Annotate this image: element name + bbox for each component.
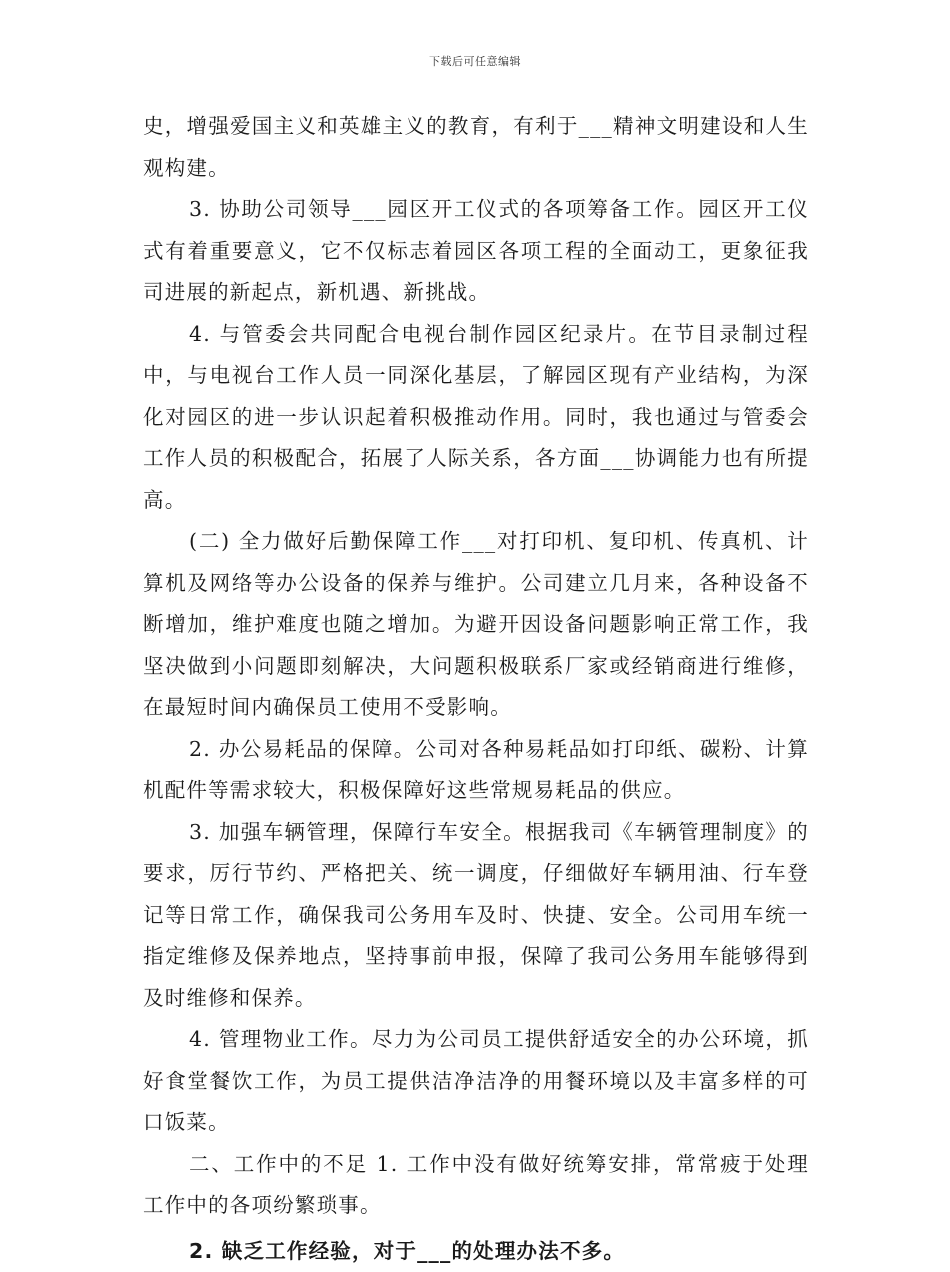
document-body bbox=[143, 106, 809, 1272]
paragraph-section-logistics: (二) 全力做好后勤保障工作___对打印机、复印机、传真机、计算机及网络等办公设备的保养与维护。公司建立几月来，各种设备不断增加，维护难度也随之增加。为避开因设备问题影响正常工作，我坚决做到小问题即刻解决，大问题积极联系厂家或经销商进行维修，在最短时间内确保员工使用不受影响。 bbox=[143, 521, 809, 729]
paragraph-item-3-ceremony: 3. 协助公司领导___园区开工仪式的各项筹备工作。园区开工仪式有着重要意义，它不仅标志着园区各项工程的全面动工，更象征我司进展的新起点，新机遇、新挑战。 bbox=[143, 189, 809, 314]
paragraph-item-4-documentary: 4. 与管委会共同配合电视台制作园区纪录片。在节目录制过程中，与电视台工作人员一同深化基层，了解园区现有产业结构，为深化对园区的进一步认识起着积极推动作用。同时，我也通过与管委会工作人员的积极配合，拓展了人际关系，各方面___协调能力也有所提高。 bbox=[143, 314, 809, 522]
page-header: 下载后可任意编辑 bbox=[0, 53, 950, 69]
paragraph-item-2-consumables: 2. 办公易耗品的保障。公司对各种易耗品如打印纸、碳粉、计算机配件等需求较大，积极保障好这些常规易耗品的供应。 bbox=[143, 729, 809, 812]
paragraph-item-4-property: 4. 管理物业工作。尽力为公司员工提供舒适安全的办公环境，抓好食堂餐饮工作，为员工提供洁净洁净的用餐环境以及丰富多样的可口饭菜。 bbox=[143, 1019, 809, 1144]
paragraph-shortcoming-2: 2. 缺乏工作经验，对于___的处理办法不多。 bbox=[143, 1231, 809, 1272]
paragraph-continuation: 史，增强爱国主义和英雄主义的教育，有利于___精神文明建设和人生观构建。 bbox=[143, 106, 809, 189]
paragraph-shortcomings: 二、工作中的不足 1. 工作中没有做好统筹安排，常常疲于处理工作中的各项纷繁琐事。 bbox=[143, 1144, 809, 1227]
paragraph-item-3-vehicles: 3. 加强车辆管理，保障行车安全。根据我司《车辆管理制度》的要求，厉行节约、严格把关、统一调度，仔细做好车辆用油、行车登记等日常工作，确保我司公务用车及时、快捷、安全。公司用车统一指定维修及保养地点，坚持事前申报，保障了我司公务用车能够得到及时维修和保养。 bbox=[143, 812, 809, 1020]
